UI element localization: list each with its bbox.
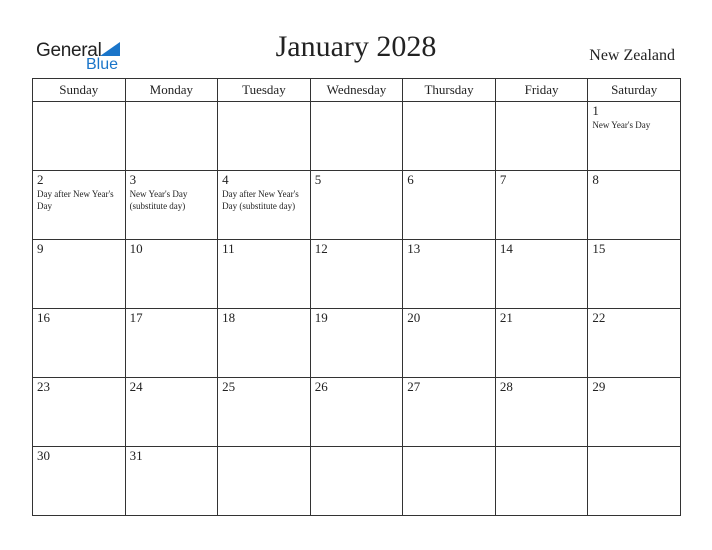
calendar-day-cell <box>403 447 496 516</box>
calendar-week-row <box>33 240 681 309</box>
holiday-label: New Year's Day (substitute day) <box>129 189 188 211</box>
calendar-day-cell <box>218 171 311 240</box>
calendar-day-cell <box>403 309 496 378</box>
weekday-header-row <box>33 79 681 102</box>
calendar-day-cell <box>33 309 126 378</box>
calendar-day-cell <box>310 102 403 171</box>
day-number: 23 <box>37 379 50 394</box>
calendar-day-cell <box>125 171 218 240</box>
calendar-day-cell <box>403 171 496 240</box>
day-number: 20 <box>407 310 421 325</box>
day-number: 8 <box>592 172 599 187</box>
calendar-day-cell <box>125 240 218 309</box>
day-number: 30 <box>37 448 50 463</box>
calendar-day-cell <box>310 240 403 309</box>
weekday-wednesday: Wednesday <box>310 79 403 102</box>
day-number: 26 <box>314 379 328 394</box>
day-number: 6 <box>407 172 414 187</box>
day-number: 3 <box>129 172 137 187</box>
day-number: 27 <box>407 379 421 394</box>
calendar-day-cell <box>33 171 126 240</box>
weekday-tuesday: Tuesday <box>218 79 311 102</box>
calendar-day-cell <box>218 240 311 309</box>
country-label: New Zealand <box>589 47 675 64</box>
calendar-day-cell <box>495 171 588 240</box>
calendar-day-cell <box>33 240 126 309</box>
calendar-week-row <box>33 447 681 516</box>
day-number: 13 <box>407 241 421 256</box>
calendar-day-cell <box>218 309 311 378</box>
calendar-title: January 2028 <box>275 30 437 63</box>
day-number: 24 <box>129 379 143 394</box>
calendar-day-cell <box>218 102 311 171</box>
calendar-day-cell <box>495 447 588 516</box>
weekday-sunday: Sunday <box>33 79 126 102</box>
day-number: 28 <box>499 379 513 394</box>
calendar-day-cell <box>495 378 588 447</box>
calendar-day-cell <box>588 378 681 447</box>
calendar-day-cell <box>33 102 126 171</box>
calendar-day-cell <box>403 102 496 171</box>
holiday-label: Day after New Year's Day <box>37 189 114 211</box>
calendar-day-cell <box>495 309 588 378</box>
calendar-week-row <box>33 309 681 378</box>
calendar-day-cell <box>125 378 218 447</box>
calendar-grid <box>32 78 681 516</box>
calendar-day-cell <box>588 102 681 171</box>
day-number: 19 <box>314 310 328 325</box>
day-number: 10 <box>129 241 143 256</box>
day-number: 11 <box>222 241 235 256</box>
logo-general-text: General <box>36 40 102 61</box>
day-number: 9 <box>37 241 44 256</box>
weekday-friday: Friday <box>495 79 588 102</box>
calendar-day-cell <box>403 378 496 447</box>
day-number: 17 <box>129 310 143 325</box>
day-number: 5 <box>314 172 322 187</box>
calendar-week-row <box>33 378 681 447</box>
calendar-day-cell <box>218 447 311 516</box>
day-number: 1 <box>592 103 599 118</box>
calendar-day-cell <box>310 309 403 378</box>
calendar-day-cell <box>310 378 403 447</box>
calendar-day-cell <box>588 309 681 378</box>
calendar-day-cell <box>310 447 403 516</box>
day-number: 7 <box>499 172 507 187</box>
calendar-day-cell <box>495 102 588 171</box>
day-number: 16 <box>37 310 50 325</box>
calendar-day-cell <box>495 240 588 309</box>
calendar-day-cell <box>218 378 311 447</box>
calendar-week-row <box>33 102 681 171</box>
day-number: 4 <box>222 172 229 187</box>
weekday-saturday: Saturday <box>588 79 681 102</box>
logo-blue-text: Blue <box>86 56 119 73</box>
calendar-day-cell <box>125 447 218 516</box>
day-number: 22 <box>592 310 606 325</box>
weekday-thursday: Thursday <box>403 79 496 102</box>
calendar-day-cell <box>403 240 496 309</box>
calendar-day-cell <box>125 102 218 171</box>
day-number: 25 <box>222 379 236 394</box>
calendar-day-cell <box>588 240 681 309</box>
day-number: 18 <box>222 310 236 325</box>
weekday-monday: Monday <box>125 79 218 102</box>
day-number: 15 <box>592 241 606 256</box>
day-number: 14 <box>499 241 513 256</box>
day-number: 2 <box>37 172 44 187</box>
calendar-day-cell <box>588 447 681 516</box>
calendar-day-cell <box>33 378 126 447</box>
day-number: 12 <box>314 241 328 256</box>
holiday-label: Day after New Year's Day (substitute day) <box>222 189 299 211</box>
calendar-day-cell <box>310 171 403 240</box>
calendar-week-row <box>33 171 681 240</box>
holiday-label: New Year's Day <box>592 120 651 130</box>
day-number: 31 <box>129 448 143 463</box>
calendar-day-cell <box>125 309 218 378</box>
calendar-day-cell <box>33 447 126 516</box>
day-number: 29 <box>592 379 606 394</box>
day-number: 21 <box>499 310 513 325</box>
calendar-day-cell <box>588 171 681 240</box>
